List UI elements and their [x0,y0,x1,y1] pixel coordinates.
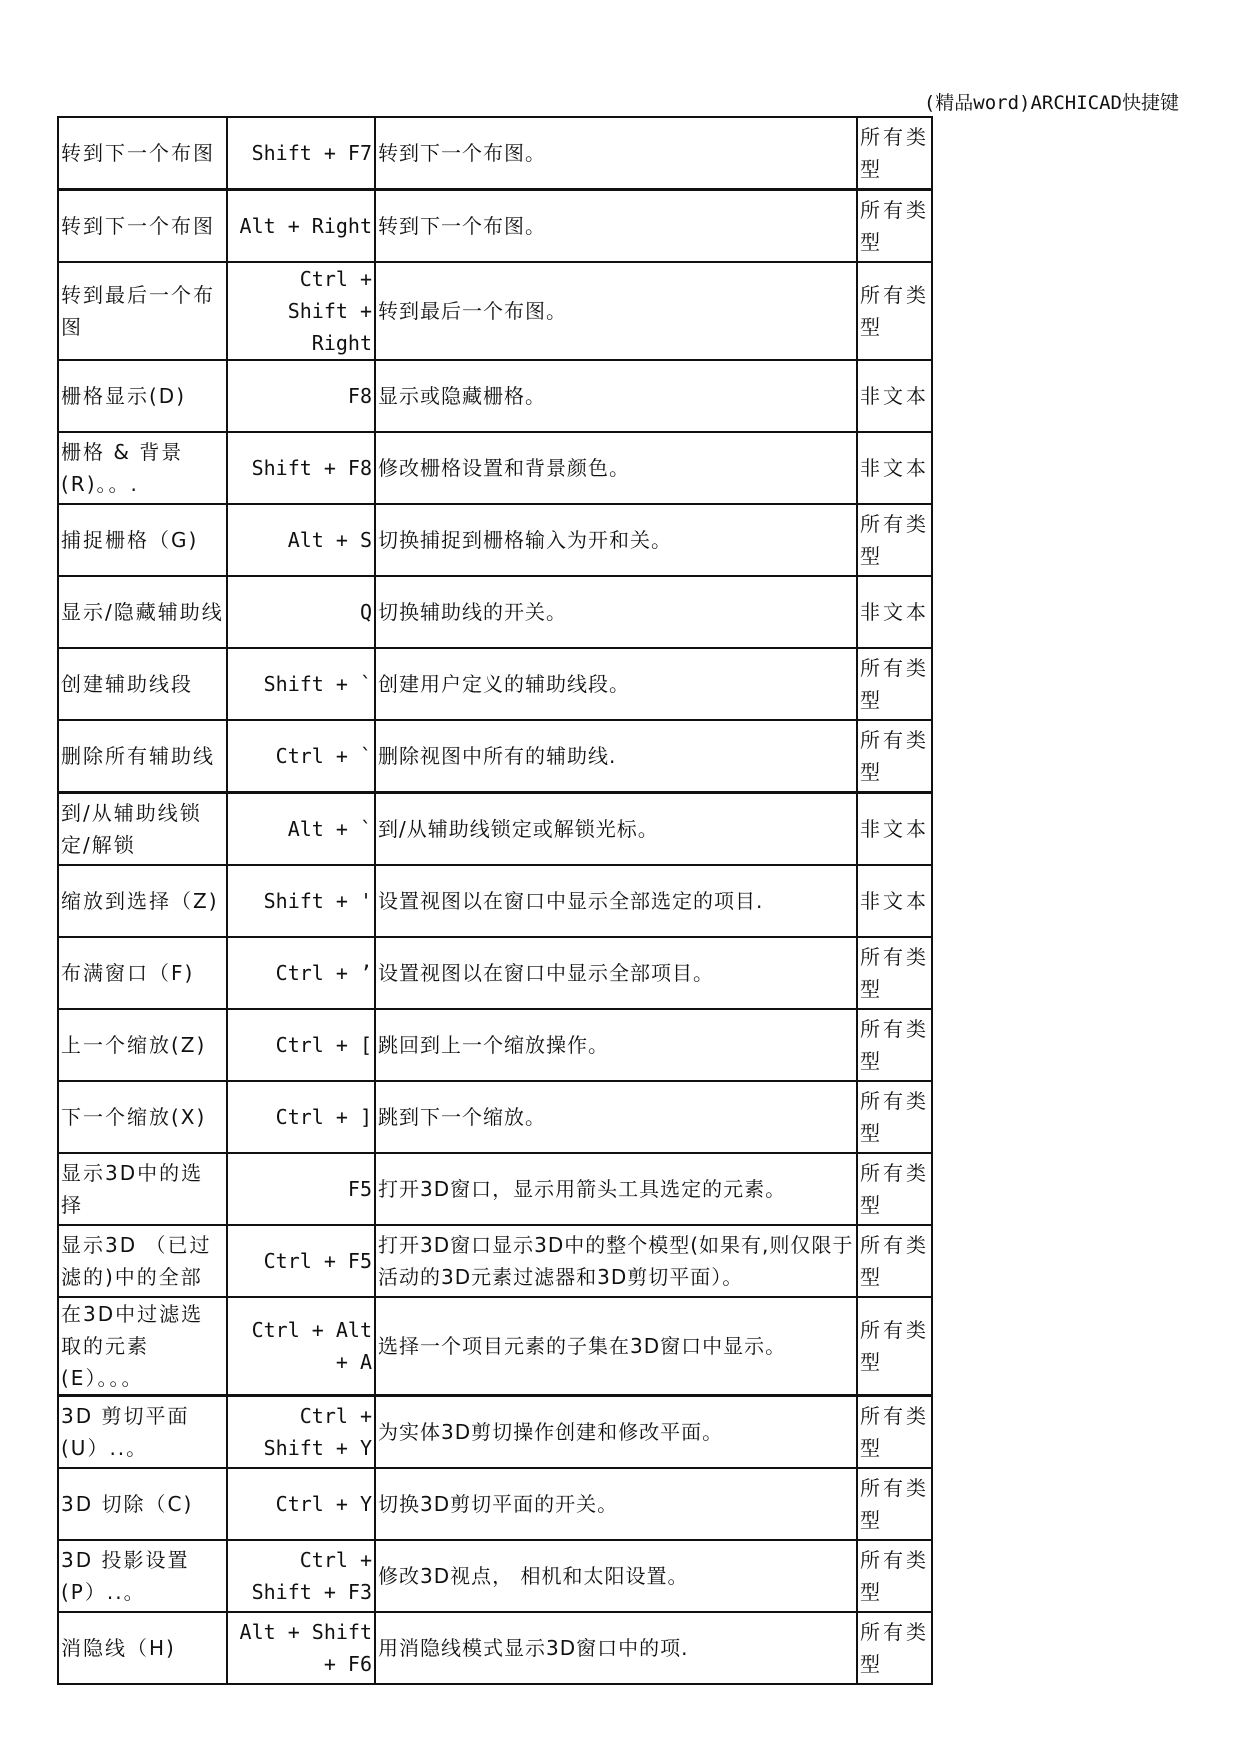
description-cell: 到/从辅助线锁定或解锁光标。 [375,793,857,866]
type-cell: 所有类型 [857,1009,932,1081]
command-cell: 3D 剪切平面(U）..。 [58,1396,227,1469]
shortcut-table [57,116,933,1685]
command-cell: 缩放到选择（Z) [58,865,227,937]
table-row [58,1468,932,1540]
table-row [58,793,932,866]
table-row [58,865,932,937]
shortcut-cell: Q [227,576,375,648]
type-cell: 所有类型 [857,504,932,576]
command-cell: 捕捉栅格（G) [58,504,227,576]
command-cell: 布满窗口（F) [58,937,227,1009]
table-row [58,1081,932,1153]
shortcut-cell: Alt + Shift + F6 [227,1612,375,1684]
table-row [58,1297,932,1396]
description-cell: 跳到下一个缩放。 [375,1081,857,1153]
command-cell: 转到最后一个布图 [58,262,227,360]
type-cell: 非文本 [857,576,932,648]
shortcut-cell: Ctrl + Y [227,1468,375,1540]
type-cell: 所有类型 [857,720,932,793]
shortcut-cell: Ctrl + [ [227,1009,375,1081]
table-row [58,360,932,432]
description-cell: 用消隐线模式显示3D窗口中的项. [375,1612,857,1684]
table-row [58,262,932,360]
shortcut-cell: Ctrl + ’ [227,937,375,1009]
command-cell: 在3D中过滤选取的元素(E）。。。 [58,1297,227,1396]
table-row [58,1540,932,1612]
table-row [58,1225,932,1297]
command-cell: 转到下一个布图 [58,117,227,190]
table-row [58,432,932,504]
type-cell: 所有类型 [857,262,932,360]
type-cell: 所有类型 [857,1297,932,1396]
description-cell: 为实体3D剪切操作创建和修改平面。 [375,1396,857,1469]
table-row [58,720,932,793]
command-cell: 3D 投影设置(P）..。 [58,1540,227,1612]
description-cell: 切换3D剪切平面的开关。 [375,1468,857,1540]
description-cell: 转到下一个布图。 [375,117,857,190]
description-cell: 打开3D窗口显示3D中的整个模型(如果有,则仅限于活动的3D元素过滤器和3D剪切平面）。 [375,1225,857,1297]
table-row [58,504,932,576]
command-cell: 消隐线（H) [58,1612,227,1684]
shortcut-cell: F5 [227,1153,375,1225]
table-row [58,1153,932,1225]
command-cell: 转到下一个布图 [58,190,227,263]
shortcut-cell: Ctrl + ] [227,1081,375,1153]
document-title: (精品word)ARCHICAD快捷键 [923,92,1179,114]
type-cell: 所有类型 [857,1540,932,1612]
command-cell: 显示/隐藏辅助线 [58,576,227,648]
command-cell: 显示3D （已过滤的)中的全部 [58,1225,227,1297]
shortcut-cell: Shift + ' [227,865,375,937]
description-cell: 切换辅助线的开关。 [375,576,857,648]
description-cell: 删除视图中所有的辅助线. [375,720,857,793]
shortcut-cell: Alt + S [227,504,375,576]
table-row [58,1009,932,1081]
table-row [58,576,932,648]
table-row [58,648,932,720]
table-row [58,1612,932,1684]
description-cell: 转到最后一个布图。 [375,262,857,360]
description-cell: 设置视图以在窗口中显示全部项目。 [375,937,857,1009]
shortcut-cell: Shift + ` [227,648,375,720]
description-cell: 选择一个项目元素的子集在3D窗口中显示。 [375,1297,857,1396]
command-cell: 上一个缩放(Z) [58,1009,227,1081]
type-cell: 所有类型 [857,648,932,720]
type-cell: 所有类型 [857,1081,932,1153]
shortcut-cell: Ctrl + F5 [227,1225,375,1297]
command-cell: 显示3D中的选择 [58,1153,227,1225]
shortcut-cell: Ctrl + Shift + F3 [227,1540,375,1612]
description-cell: 显示或隐藏栅格。 [375,360,857,432]
type-cell: 所有类型 [857,190,932,263]
type-cell: 所有类型 [857,1396,932,1469]
shortcut-cell: Alt + ` [227,793,375,866]
description-cell: 转到下一个布图。 [375,190,857,263]
shortcut-cell: Ctrl + Shift + Y [227,1396,375,1469]
command-cell: 到/从辅助线锁定/解锁 [58,793,227,866]
command-cell: 3D 切除（C) [58,1468,227,1540]
description-cell: 打开3D窗口，显示用箭头工具选定的元素。 [375,1153,857,1225]
description-cell: 创建用户定义的辅助线段。 [375,648,857,720]
table-row [58,190,932,263]
shortcut-cell: Ctrl + Shift + Right [227,262,375,360]
description-cell: 切换捕捉到栅格输入为开和关。 [375,504,857,576]
shortcut-cell: Shift + F8 [227,432,375,504]
shortcut-cell: Ctrl + Alt + A [227,1297,375,1396]
shortcut-cell: Shift + F7 [227,117,375,190]
description-cell: 设置视图以在窗口中显示全部选定的项目. [375,865,857,937]
command-cell: 栅格 & 背景(R)。。. [58,432,227,504]
description-cell: 修改3D视点， 相机和太阳设置。 [375,1540,857,1612]
shortcut-cell: Alt + Right [227,190,375,263]
table-row [58,937,932,1009]
table-row [58,1396,932,1469]
description-cell: 跳回到上一个缩放操作。 [375,1009,857,1081]
shortcut-cell: F8 [227,360,375,432]
type-cell: 所有类型 [857,937,932,1009]
type-cell: 非文本 [857,865,932,937]
type-cell: 非文本 [857,432,932,504]
type-cell: 非文本 [857,793,932,866]
table-row [58,117,932,190]
command-cell: 创建辅助线段 [58,648,227,720]
command-cell: 删除所有辅助线 [58,720,227,793]
type-cell: 所有类型 [857,1225,932,1297]
type-cell: 所有类型 [857,1612,932,1684]
type-cell: 所有类型 [857,1468,932,1540]
type-cell: 所有类型 [857,117,932,190]
type-cell: 所有类型 [857,1153,932,1225]
command-cell: 下一个缩放(X) [58,1081,227,1153]
command-cell: 栅格显示(D) [58,360,227,432]
type-cell: 非文本 [857,360,932,432]
shortcut-cell: Ctrl + ` [227,720,375,793]
description-cell: 修改栅格设置和背景颜色。 [375,432,857,504]
